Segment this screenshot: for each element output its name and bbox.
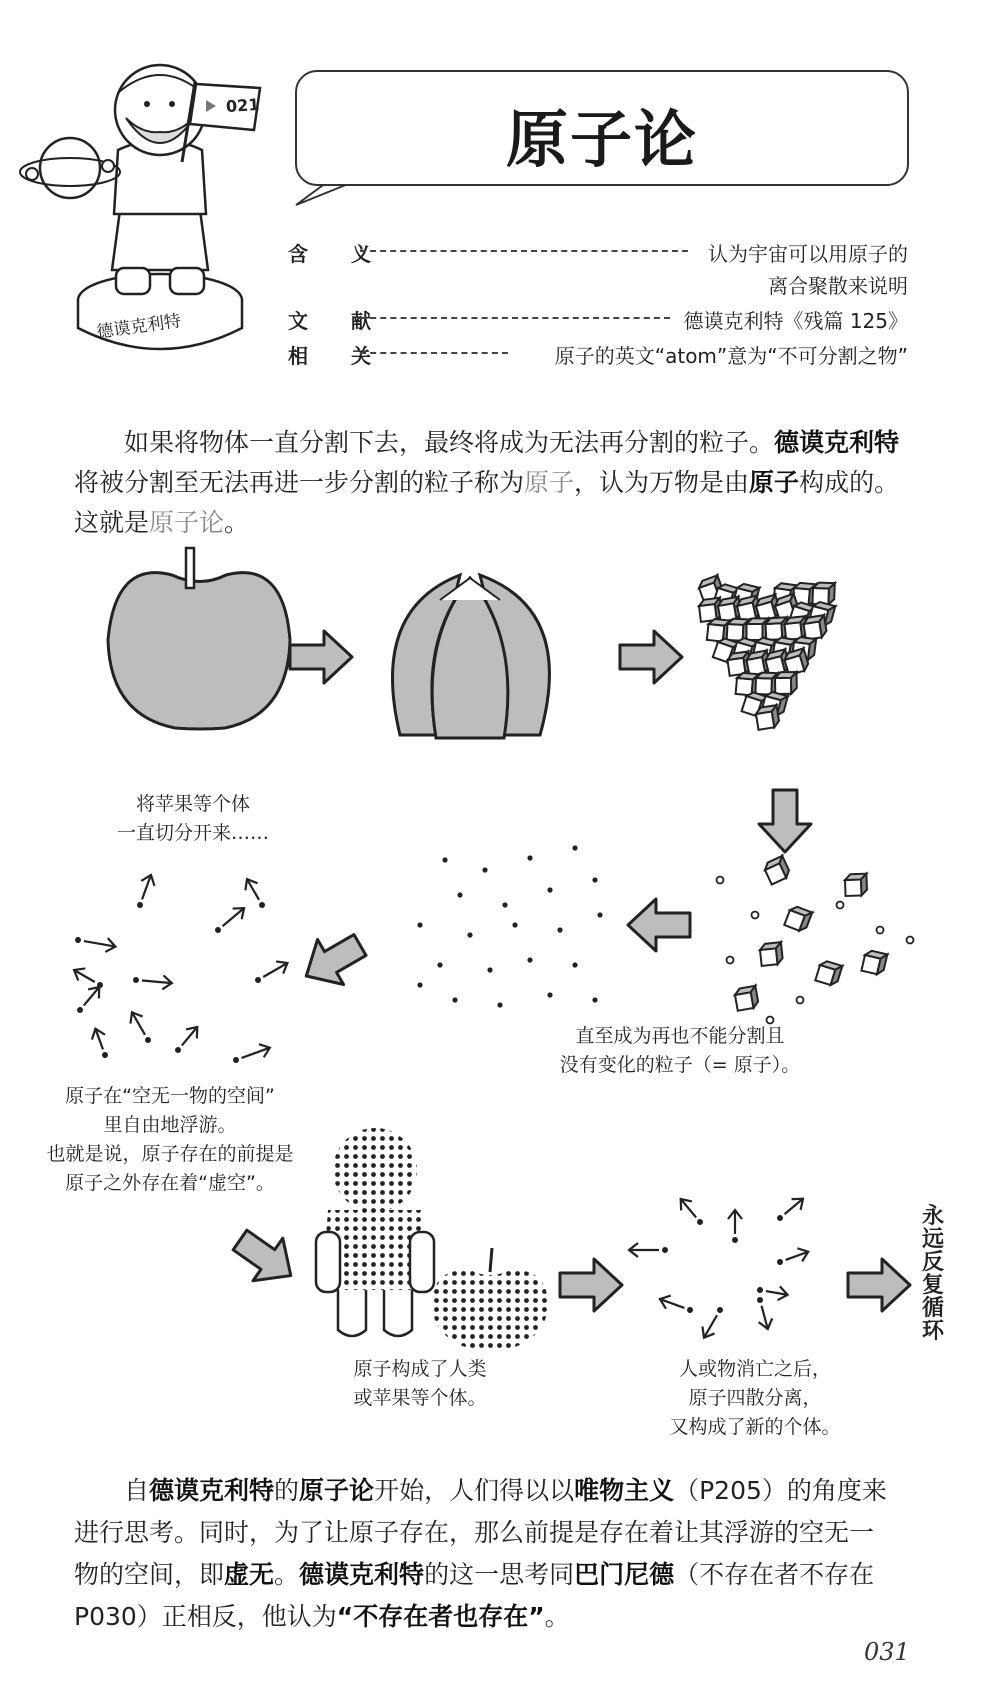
caption-line: 或苹果等个体。 xyxy=(353,1387,487,1409)
moving-atom xyxy=(773,1193,807,1225)
cube xyxy=(815,960,842,987)
outro-bold: “不存在者也存在” xyxy=(336,1602,545,1631)
moving-atom xyxy=(752,1295,774,1330)
outro-text: 。 xyxy=(274,1560,300,1589)
caption-repeat-vertical: 永远反复循环 xyxy=(921,1204,944,1344)
intro-text: 将被分割至无法再进一步分割的粒子称为 xyxy=(74,468,525,497)
outro-bold: 巴门尼德 xyxy=(574,1560,675,1589)
outro-text: P030）正相反，他认为 xyxy=(74,1602,337,1631)
meta-related xyxy=(288,340,908,370)
caption-line: 原子之外存在着“虚空”。 xyxy=(65,1172,275,1194)
atom-dot xyxy=(572,962,577,967)
caption-line: 原子四散分离， xyxy=(688,1387,822,1409)
arrow-right-2 xyxy=(620,631,682,683)
meta-label-related: 相 关 xyxy=(288,344,389,368)
atom-apple-icon xyxy=(432,1248,548,1352)
meta-value-literature: 德谟克利特《残篇 125》 xyxy=(683,309,908,333)
outro-bold: 原子论 xyxy=(299,1476,375,1505)
caption-compose xyxy=(330,1355,510,1413)
moving-atom xyxy=(675,1195,707,1229)
moving-atoms-icon xyxy=(71,873,291,1068)
intro-text: ，认为万物是由 xyxy=(574,468,750,497)
intro-term: 原子 xyxy=(524,468,575,497)
cube xyxy=(734,986,759,1011)
leader-dashes xyxy=(360,317,670,319)
atom-person-icon xyxy=(316,1128,434,1336)
particle-dot xyxy=(837,902,844,909)
atom-dot xyxy=(437,962,442,967)
cube xyxy=(845,874,867,896)
caption-line: 也就是说，原子存在的前提是 xyxy=(46,1143,294,1165)
atom-dots-field xyxy=(417,845,602,1007)
atom-dot xyxy=(442,857,447,862)
particle-dot xyxy=(907,937,914,944)
moving-atom xyxy=(231,1041,272,1067)
atom-dot xyxy=(527,957,532,962)
moving-atom xyxy=(241,876,270,912)
moving-atom xyxy=(89,1026,113,1060)
caption-void xyxy=(30,1082,310,1198)
intro-bold: 德谟克利特 xyxy=(774,428,900,457)
cube-heap-icon xyxy=(697,575,835,729)
arrow-down-left xyxy=(293,922,373,998)
moving-atom xyxy=(211,903,248,938)
atom-dot xyxy=(497,1002,502,1007)
particle-dot xyxy=(752,912,759,919)
cube xyxy=(861,950,887,976)
moving-atom xyxy=(658,1292,696,1317)
atom-dot xyxy=(527,855,532,860)
intro-text: 这就是 xyxy=(74,508,150,537)
atom-dot xyxy=(417,982,422,987)
atom-dot xyxy=(457,892,462,897)
arrow-right-3 xyxy=(560,1259,622,1311)
outro-bold: 虚无 xyxy=(224,1560,275,1589)
pedestal-name: 德谟克利特 xyxy=(95,311,183,343)
moving-atom xyxy=(252,957,291,988)
caption-apple xyxy=(88,790,298,848)
cube xyxy=(775,672,797,694)
caption-line: 原子在“空无一物的空间” xyxy=(65,1085,275,1107)
moving-atom xyxy=(698,1304,728,1341)
outro-bold: 德谟克利特 xyxy=(299,1560,425,1589)
particle-dot xyxy=(877,927,884,934)
atom-dot xyxy=(592,997,597,1002)
moving-atom xyxy=(126,1009,156,1046)
caption-line: 又构成了新的个体。 xyxy=(669,1416,841,1438)
cube xyxy=(803,615,828,640)
arrow-right-1 xyxy=(290,631,352,683)
page-number: 031 xyxy=(864,1638,910,1666)
atom-dot xyxy=(502,902,507,907)
caption-particles xyxy=(530,1022,830,1080)
arrow-down xyxy=(759,790,811,852)
loose-cubes-icon xyxy=(717,856,914,1024)
atom-dot xyxy=(547,887,552,892)
moving-atom xyxy=(132,973,172,990)
page-title: 原子论 xyxy=(505,103,698,176)
particle-dot xyxy=(797,997,804,1004)
outro-text: 物的空间，即 xyxy=(74,1560,225,1589)
outro-bold: 德谟克利特 xyxy=(149,1476,275,1505)
intro-paragraph xyxy=(74,423,910,543)
meta-literature xyxy=(288,305,908,335)
intro-bold: 原子 xyxy=(749,468,800,497)
outro-bold: 唯物主义 xyxy=(574,1476,675,1505)
intro-text: 。 xyxy=(224,508,250,537)
moving-atom xyxy=(74,933,117,954)
moving-atom xyxy=(132,873,157,911)
meta-value-meaning-1: 认为宇宙可以用原子的 xyxy=(708,242,908,266)
arrow-down-right xyxy=(225,1219,306,1297)
caption-line: 里自由地浮游。 xyxy=(103,1114,237,1136)
atom-dot xyxy=(597,912,602,917)
atom-dot xyxy=(557,927,562,932)
cube xyxy=(755,705,780,730)
particle-dot xyxy=(717,877,724,884)
atom-dot xyxy=(512,922,517,927)
atom-dot xyxy=(482,867,487,872)
whole-apple-icon xyxy=(108,548,290,729)
caption-line: 没有变化的粒子（= 原子）。 xyxy=(559,1054,801,1076)
moving-atom xyxy=(775,1245,811,1269)
caption-line: 人或物消亡之后， xyxy=(678,1358,831,1380)
caption-line: 将苹果等个体 xyxy=(135,793,250,815)
cube xyxy=(784,905,812,933)
atom-dot xyxy=(547,992,552,997)
scattering-atoms-icon xyxy=(629,1193,811,1341)
atom-dot xyxy=(572,845,577,850)
democritus-figure xyxy=(20,65,260,349)
atom-dot xyxy=(417,922,422,927)
meta-value-meaning-2: 离合聚散来说明 xyxy=(768,274,908,298)
cube xyxy=(812,582,834,604)
outro-text: 。 xyxy=(544,1602,570,1631)
meta-label-meaning: 含 义 xyxy=(288,242,389,266)
atom-dot xyxy=(592,877,597,882)
caption-line: 原子构成了人类 xyxy=(353,1358,487,1380)
meta-value-related: 原子的英文“atom”意为“不可分割之物” xyxy=(554,344,908,368)
intro-term: 原子论 xyxy=(149,508,225,537)
arrow-left xyxy=(628,899,690,951)
leader-dashes xyxy=(360,352,508,354)
moving-atom xyxy=(171,1023,203,1057)
caption-line: 直至成为再也不能分割且 xyxy=(575,1025,785,1047)
outro-paragraph xyxy=(74,1470,910,1638)
meta-meaning xyxy=(288,238,908,308)
outro-text: （P205）的角度来 xyxy=(674,1476,887,1505)
cube xyxy=(763,856,792,885)
caption-disperse xyxy=(655,1355,855,1442)
atom-dot xyxy=(487,967,492,972)
cube xyxy=(759,942,783,966)
moving-atom xyxy=(629,1243,668,1257)
sliced-apple-icon xyxy=(393,575,550,738)
moving-atom xyxy=(728,1210,742,1243)
outro-text: 开始，人们得以以 xyxy=(374,1476,575,1505)
atom-dot xyxy=(452,997,457,1002)
arrow-right-4 xyxy=(848,1259,910,1311)
meta-label-literature: 文 献 xyxy=(288,309,389,333)
outro-text: 进行思考。同时，为了让原子存在，那么前提是存在着让其浮游的空无一 xyxy=(74,1518,875,1547)
intro-text: 构成的。 xyxy=(799,468,900,497)
particle-dot xyxy=(727,957,734,964)
leader-dashes xyxy=(360,250,688,252)
outro-text: （不存在者不存在 xyxy=(674,1560,875,1589)
atom-dot xyxy=(467,932,472,937)
caption-line: 一直切分开来…… xyxy=(116,822,269,844)
outro-text: 自 xyxy=(124,1476,150,1505)
outro-text: 的 xyxy=(274,1476,300,1505)
flag-number: 021 xyxy=(225,94,261,117)
title-bubble xyxy=(295,70,909,186)
outro-text: 的这一思考同 xyxy=(424,1560,575,1589)
moving-atom xyxy=(73,983,105,1017)
intro-text: 如果将物体一直分割下去，最终将成为无法再分割的粒子。 xyxy=(124,428,775,457)
